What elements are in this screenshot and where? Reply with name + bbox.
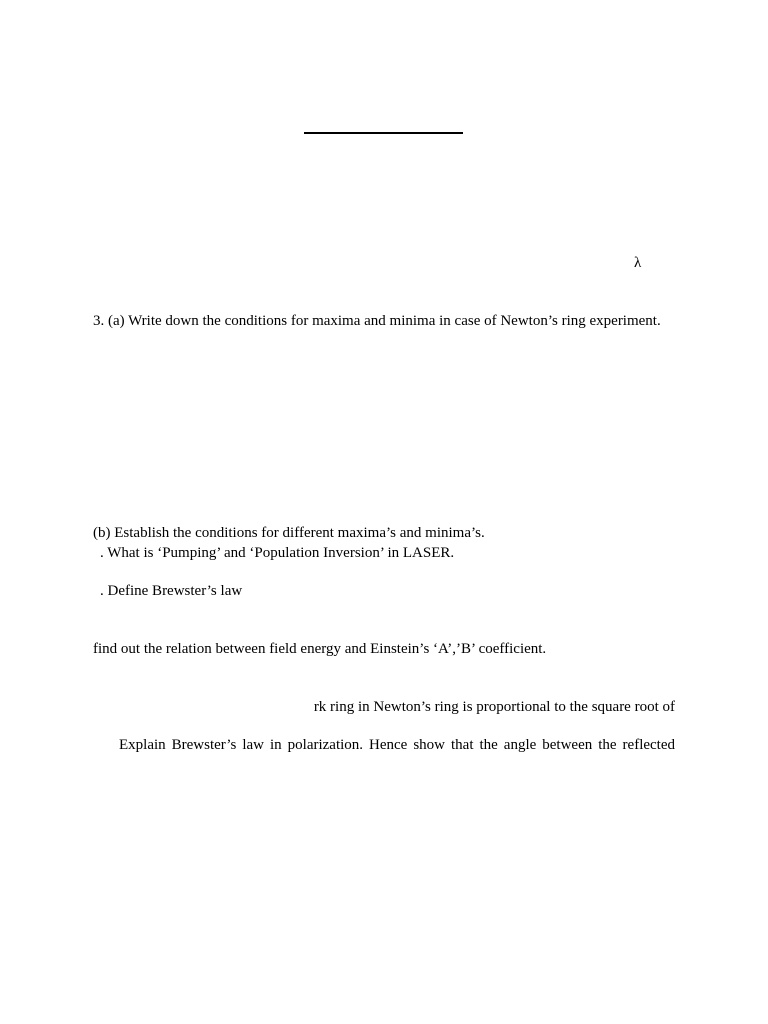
question-3a: 3. (a) Write down the conditions for maxima and minima in case of Newton’s ring experiment. bbox=[93, 313, 661, 329]
question-newton-ring-radius: rk ring in Newton’s ring is proportional to the square root of bbox=[313, 699, 675, 715]
question-einstein-coefficients: find out the relation between field energy and Einstein’s ‘A’,’B’ coefficient. bbox=[93, 641, 547, 657]
title-underline bbox=[304, 132, 463, 134]
question-pumping-laser: . What is ‘Pumping’ and ‘Population Inversion’ in LASER. bbox=[100, 545, 455, 561]
lambda-symbol: λ bbox=[634, 255, 642, 271]
question-define-brewster: . Define Brewster’s law bbox=[100, 583, 243, 599]
question-explain-brewster: Explain Brewster’s law in polarization. Hence show that the angle between the reflected bbox=[119, 737, 675, 753]
question-3b: (b) Establish the conditions for different maxima’s and minima’s. bbox=[93, 525, 485, 541]
